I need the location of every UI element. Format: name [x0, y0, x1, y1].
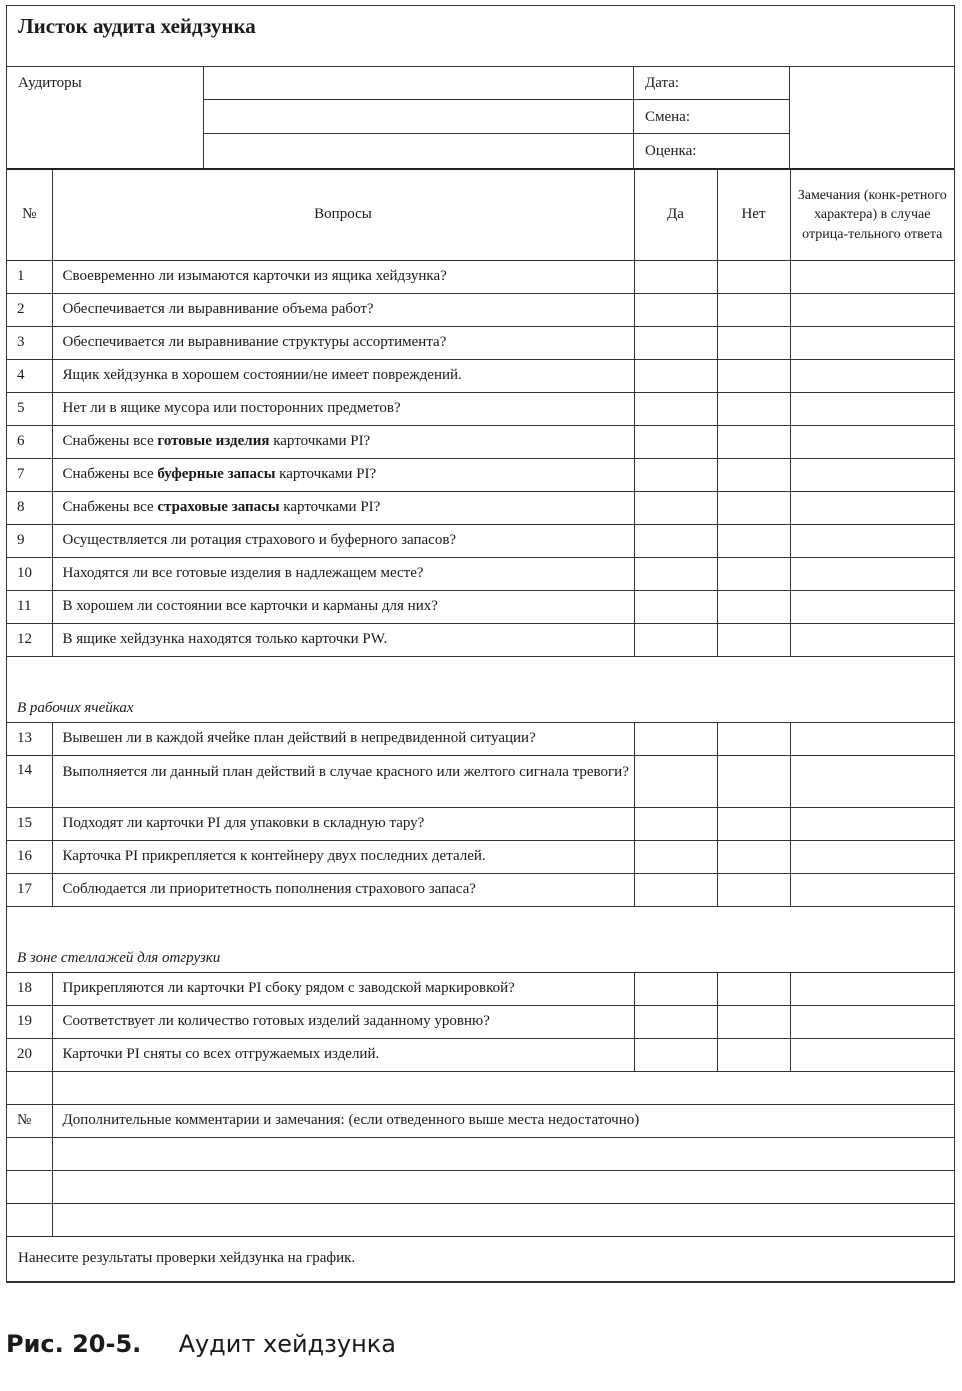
question-text: Обеспечивается ли выравнивание структуры ассортимента? — [52, 326, 634, 359]
comment-row — [7, 1203, 954, 1236]
remarks-cell[interactable] — [790, 326, 954, 359]
caption-text: Аудит хейдзунка — [178, 1330, 397, 1358]
yes-cell[interactable] — [634, 590, 717, 623]
comments-header-row — [7, 1104, 954, 1137]
question-text — [52, 425, 634, 458]
question-row — [7, 972, 954, 1005]
comment-row — [7, 1137, 954, 1170]
remarks-cell[interactable] — [790, 260, 954, 293]
shift-label: Смена: — [645, 109, 691, 125]
remarks-cell[interactable] — [790, 458, 954, 491]
question-row — [7, 293, 954, 326]
question-text: Своевременно ли изымаются карточки из ящика хейдзунка? — [52, 260, 634, 293]
audit-table — [7, 170, 954, 1282]
no-cell[interactable] — [717, 1038, 790, 1071]
comments-label: Дополнительные комментарии и замечания: (если отведенного выше места недостаточно) — [52, 1104, 954, 1137]
question-row — [7, 326, 954, 359]
remarks-cell[interactable] — [790, 722, 954, 755]
no-cell[interactable] — [717, 807, 790, 840]
header-divider — [203, 67, 204, 168]
auditor-line — [203, 133, 790, 134]
no-cell[interactable] — [717, 755, 790, 807]
col-yes: Да — [634, 170, 717, 260]
question-num: 4 — [7, 359, 52, 392]
yes-cell[interactable] — [634, 359, 717, 392]
question-num: 6 — [7, 425, 52, 458]
col-remarks: Замечания (конк-ретного характера) в случае отрица-тельного ответа — [790, 170, 954, 260]
no-cell[interactable] — [717, 1005, 790, 1038]
yes-cell[interactable] — [634, 260, 717, 293]
yes-cell[interactable] — [634, 326, 717, 359]
question-num: 19 — [7, 1005, 52, 1038]
comment-num-cell — [7, 1203, 52, 1236]
yes-cell[interactable] — [634, 293, 717, 326]
no-cell[interactable] — [717, 359, 790, 392]
question-text — [52, 491, 634, 524]
no-cell[interactable] — [717, 524, 790, 557]
yes-cell[interactable] — [634, 722, 717, 755]
question-num: 3 — [7, 326, 52, 359]
yes-cell[interactable] — [634, 972, 717, 1005]
yes-cell[interactable] — [634, 873, 717, 906]
no-cell[interactable] — [717, 425, 790, 458]
question-num: 5 — [7, 392, 52, 425]
question-row — [7, 840, 954, 873]
no-cell[interactable] — [717, 722, 790, 755]
question-row — [7, 590, 954, 623]
question-row — [7, 392, 954, 425]
yes-cell[interactable] — [634, 755, 717, 807]
question-row — [7, 873, 954, 906]
no-cell[interactable] — [717, 491, 790, 524]
no-cell[interactable] — [717, 392, 790, 425]
question-text: Находятся ли все готовые изделия в надлежащем месте? — [52, 557, 634, 590]
col-questions: Вопросы — [52, 170, 634, 260]
question-text-bold: буферные запасы — [157, 466, 276, 482]
yes-cell[interactable] — [634, 840, 717, 873]
col-no: Нет — [717, 170, 790, 260]
question-row — [7, 524, 954, 557]
audit-sheet — [6, 5, 955, 1283]
header-divider — [789, 67, 790, 168]
sheet-title: Листок аудита хейдзунка — [18, 14, 256, 38]
question-text: В ящике хейдзунка находятся только карточки PW. — [52, 623, 634, 656]
yes-cell[interactable] — [634, 524, 717, 557]
auditors-label: Аудиторы — [18, 75, 82, 91]
question-text-bold: готовые изделия — [157, 433, 270, 449]
empty-text-cell[interactable] — [52, 1071, 954, 1104]
question-row — [7, 722, 954, 755]
header-divider — [633, 67, 634, 168]
remarks-cell[interactable] — [790, 755, 954, 807]
question-text: Соблюдается ли приоритетность пополнения страхового запаса? — [52, 873, 634, 906]
figure-caption — [6, 1330, 396, 1358]
question-num: 14 — [7, 755, 52, 807]
remarks-cell[interactable] — [790, 524, 954, 557]
question-row — [7, 359, 954, 392]
empty-num-cell — [7, 1071, 52, 1104]
question-text-pre: Снабжены все — [62, 433, 158, 449]
yes-cell[interactable] — [634, 1038, 717, 1071]
remarks-cell[interactable] — [790, 293, 954, 326]
question-num: 10 — [7, 557, 52, 590]
footer-note: Нанесите результаты проверки хейдзунка на график. — [7, 1236, 954, 1281]
question-text: Подходят ли карточки PI для упаковки в складную тару? — [52, 807, 634, 840]
question-text: Вывешен ли в каждой ячейке план действий в непредвиденной ситуации? — [52, 722, 634, 755]
remarks-cell[interactable] — [790, 840, 954, 873]
question-text-pre: Снабжены все — [62, 499, 158, 515]
empty-row — [7, 1071, 954, 1104]
question-text — [52, 458, 634, 491]
no-cell[interactable] — [717, 260, 790, 293]
question-row — [7, 458, 954, 491]
remarks-cell[interactable] — [790, 557, 954, 590]
footer-row — [7, 1236, 954, 1281]
question-row — [7, 623, 954, 656]
question-num: 15 — [7, 807, 52, 840]
yes-cell[interactable] — [634, 458, 717, 491]
question-text-bold: страховые запасы — [157, 499, 280, 515]
question-row — [7, 755, 954, 807]
yes-cell[interactable] — [634, 425, 717, 458]
remarks-cell[interactable] — [790, 491, 954, 524]
question-num: 16 — [7, 840, 52, 873]
question-num: 2 — [7, 293, 52, 326]
question-row — [7, 491, 954, 524]
comment-text-cell[interactable] — [52, 1203, 954, 1236]
no-cell[interactable] — [717, 590, 790, 623]
question-text-pre: Снабжены все — [62, 466, 158, 482]
comment-num-cell — [7, 1170, 52, 1203]
header-block — [7, 66, 954, 170]
yes-cell[interactable] — [634, 807, 717, 840]
question-row — [7, 260, 954, 293]
remarks-cell[interactable] — [790, 359, 954, 392]
no-cell[interactable] — [717, 557, 790, 590]
col-num: № — [7, 170, 52, 260]
question-text: Ящик хейдзунка в хорошем состоянии/не имеет повреждений. — [52, 359, 634, 392]
question-text: Карточка PI прикрепляется к контейнеру двух последних деталей. — [52, 840, 634, 873]
question-row — [7, 1005, 954, 1038]
question-text-post: карточками PI? — [269, 433, 371, 449]
remarks-cell[interactable] — [790, 807, 954, 840]
remarks-cell[interactable] — [790, 392, 954, 425]
no-cell[interactable] — [717, 293, 790, 326]
question-num: 20 — [7, 1038, 52, 1071]
no-cell[interactable] — [717, 623, 790, 656]
question-num: 11 — [7, 590, 52, 623]
remarks-cell[interactable] — [790, 1005, 954, 1038]
comment-text-cell[interactable] — [52, 1137, 954, 1170]
yes-cell[interactable] — [634, 1005, 717, 1038]
score-label: Оценка: — [645, 143, 697, 159]
caption-prefix: Рис. 20-5. — [6, 1330, 142, 1358]
question-num: 17 — [7, 873, 52, 906]
no-cell[interactable] — [717, 840, 790, 873]
question-text: Карточки PI сняты со всех отгружаемых изделий. — [52, 1038, 634, 1071]
question-text-post: карточками PI? — [275, 466, 377, 482]
question-text: Соответствует ли количество готовых изделий заданному уровню? — [52, 1005, 634, 1038]
remarks-cell[interactable] — [790, 1038, 954, 1071]
section-heading-cells: В рабочих ячейках — [7, 656, 954, 722]
no-cell[interactable] — [717, 458, 790, 491]
section-row — [7, 656, 954, 722]
comments-num: № — [7, 1104, 52, 1137]
question-text: В хорошем ли состоянии все карточки и карманы для них? — [52, 590, 634, 623]
no-cell[interactable] — [717, 873, 790, 906]
auditor-line — [203, 99, 790, 100]
section-heading-shipping: В зоне стеллажей для отгрузки — [7, 906, 954, 972]
question-text: Обеспечивается ли выравнивание объема работ? — [52, 293, 634, 326]
yes-cell[interactable] — [634, 623, 717, 656]
question-row — [7, 807, 954, 840]
comment-text-cell[interactable] — [52, 1170, 954, 1203]
yes-cell[interactable] — [634, 557, 717, 590]
question-num: 9 — [7, 524, 52, 557]
question-row — [7, 1038, 954, 1071]
yes-cell[interactable] — [634, 392, 717, 425]
question-text: Осуществляется ли ротация страхового и буферного запасов? — [52, 524, 634, 557]
remarks-cell[interactable] — [790, 590, 954, 623]
comment-num-cell — [7, 1137, 52, 1170]
question-num: 13 — [7, 722, 52, 755]
question-text-post: карточками PI? — [279, 499, 381, 515]
remarks-cell[interactable] — [790, 425, 954, 458]
date-label: Дата: — [645, 75, 680, 91]
no-cell[interactable] — [717, 326, 790, 359]
question-row — [7, 425, 954, 458]
question-num: 8 — [7, 491, 52, 524]
comment-row — [7, 1170, 954, 1203]
remarks-cell[interactable] — [790, 873, 954, 906]
question-num: 7 — [7, 458, 52, 491]
question-num: 1 — [7, 260, 52, 293]
question-text: Прикрепляются ли карточки PI сбоку рядом с заводской маркировкой? — [52, 972, 634, 1005]
section-row — [7, 906, 954, 972]
question-text: Нет ли в ящике мусора или посторонних предметов? — [52, 392, 634, 425]
question-num: 18 — [7, 972, 52, 1005]
question-row — [7, 557, 954, 590]
question-text: Выполняется ли данный план действий в случае красного или желтого сигнала тревоги? — [52, 755, 634, 807]
remarks-cell[interactable] — [790, 972, 954, 1005]
no-cell[interactable] — [717, 972, 790, 1005]
remarks-cell[interactable] — [790, 623, 954, 656]
yes-cell[interactable] — [634, 491, 717, 524]
column-header-row — [7, 170, 954, 260]
question-num: 12 — [7, 623, 52, 656]
